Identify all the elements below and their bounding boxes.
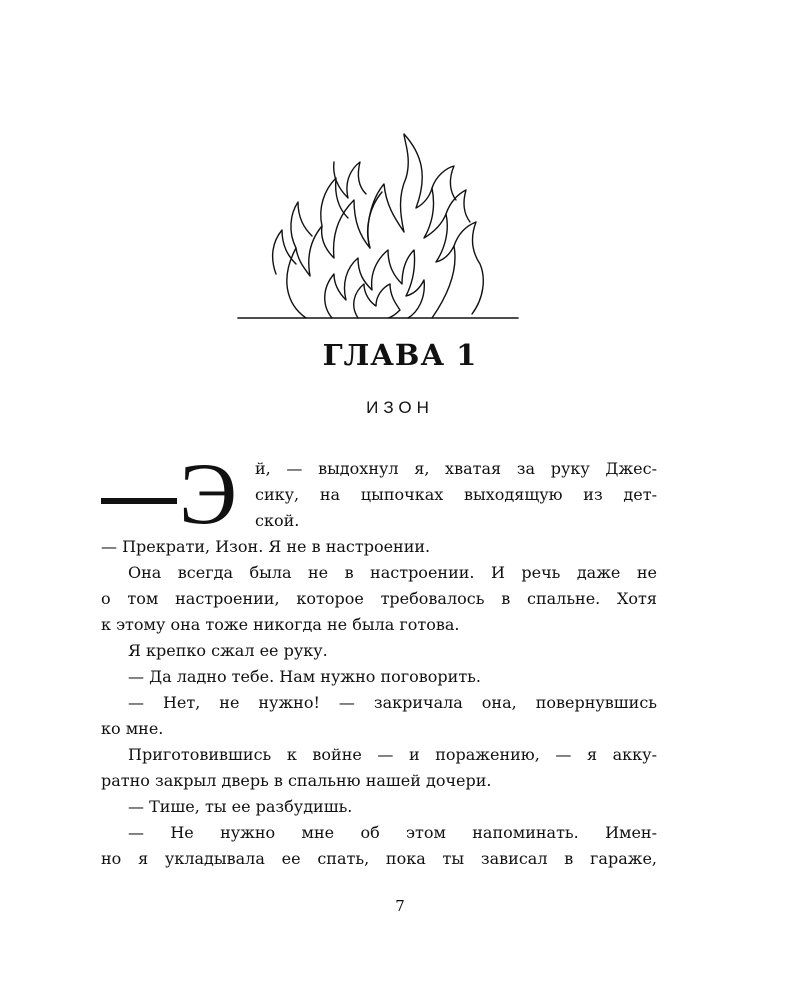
text-line: к этому она тоже никогда не была готова. [101, 615, 460, 634]
drop-cap-letter: Э [179, 446, 238, 543]
drop-cap-lines [255, 456, 657, 534]
text-line: ратно закрыл дверь в спальню нашей дочери. [101, 771, 492, 790]
text-line: — Нет, не нужно! — закричала она, повернувшись [128, 693, 657, 712]
flame-icon [236, 128, 520, 324]
opening-paragraph [101, 446, 657, 543]
text-line: сику, на цыпочках выходящую из дет- [255, 485, 657, 504]
text-line: но я укладывала ее спать, пока ты зависал в гараже, [101, 849, 657, 868]
text-line: Приготовившись к войне — и поражению, — я акку- [128, 745, 657, 764]
text-line: — Да ладно тебе. Нам нужно поговорить. [128, 667, 481, 686]
drop-cap [101, 446, 251, 543]
text-line: Она всегда была не в настроении. И речь даже не [128, 563, 657, 582]
body-text [101, 446, 657, 872]
text-line: — Прекрати, Изон. Я не в настроении. [101, 537, 431, 556]
text-line: ской. [255, 511, 300, 530]
text-line: — Не нужно мне об этом напоминать. Имен- [128, 823, 657, 842]
page-number: 7 [395, 897, 405, 915]
em-dash [101, 498, 177, 504]
text-line: ко мне. [101, 719, 164, 738]
chapter-title: ГЛАВА 1 [322, 338, 478, 372]
text-line: о том настроении, которое требовалось в спальне. Хотя [101, 589, 657, 608]
text-line: й, — выдохнул я, хватая за руку Джес- [255, 459, 657, 478]
text-line: — Тише, ты ее разбудишь. [128, 797, 353, 816]
chapter-subtitle: ИЗОН [366, 398, 434, 417]
text-line: Я крепко сжал ее руку. [128, 641, 328, 660]
